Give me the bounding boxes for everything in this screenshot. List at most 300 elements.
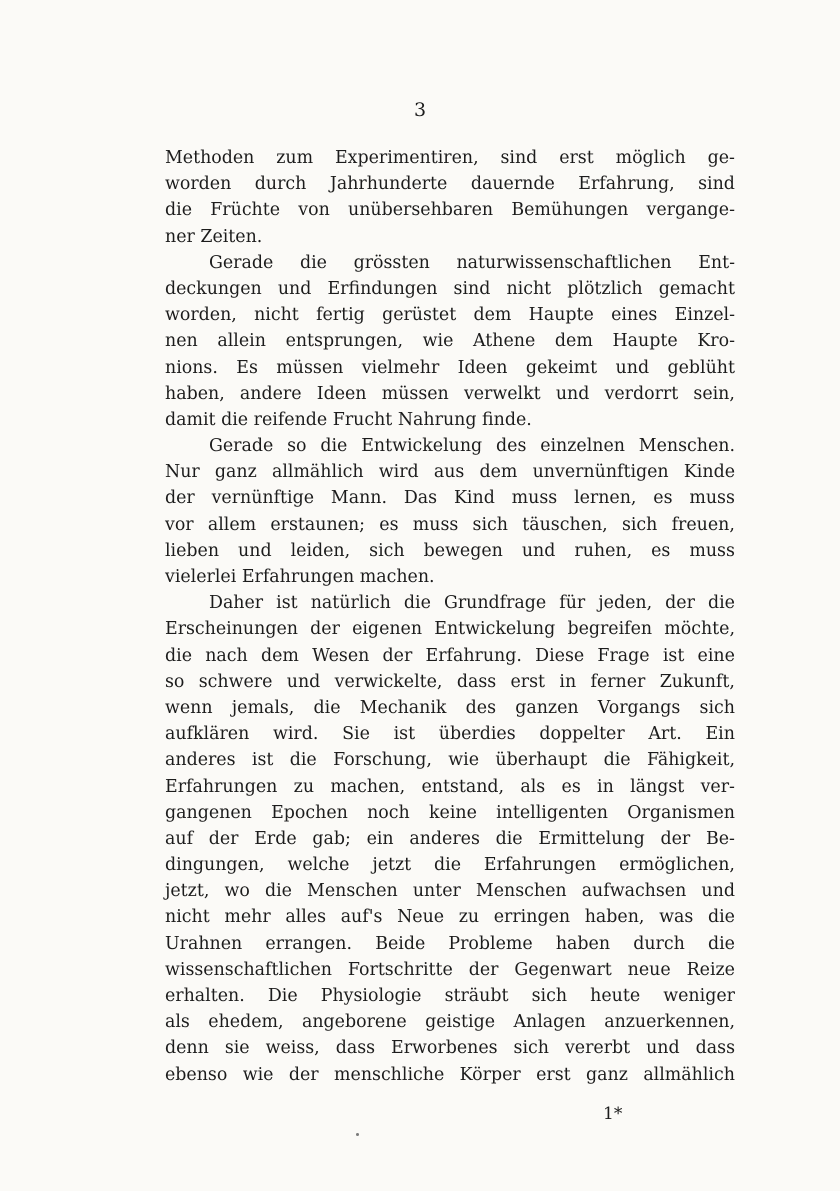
text-line [165,669,735,695]
word: allein [217,331,266,352]
word: sind [453,278,491,299]
word: Mann. [330,488,387,509]
word: wenn [165,697,213,718]
word: was [659,907,694,928]
word: die [434,855,462,876]
word: reifende [253,409,328,430]
word: unter [412,881,461,902]
word: Ideen [316,383,367,404]
word: gangenen [165,802,252,823]
text-line [165,538,735,564]
word: plötzlich [567,278,643,299]
word: vererbt [564,1038,631,1059]
word: längst [630,776,685,797]
text-line [165,485,735,511]
word: und [555,383,590,404]
word: Körper [459,1064,521,1085]
word: neue [627,959,671,980]
text-line [165,145,735,171]
text-line [165,407,735,433]
word: Kind [453,488,495,509]
word: doppelter [539,724,625,745]
word: verwelkt [463,383,541,404]
text-line [165,721,735,747]
word: Ermittelung [538,828,645,849]
word: dem [473,305,512,326]
text-line [165,904,735,930]
word: andere [239,383,302,404]
word: dem [554,331,593,352]
word: die [707,933,735,954]
word: leiden, [290,540,351,561]
word: durch [254,174,307,195]
word: und [615,357,650,378]
word: noch [367,802,410,823]
word: vielmehr [361,357,440,378]
word: dass [695,1038,735,1059]
word: des [496,436,527,457]
word: Erfahrungen [483,855,597,876]
word: Grundfrage [443,593,547,614]
text-line [165,433,735,459]
word: fertig [316,305,365,326]
word: jeden, [598,593,653,614]
word: geblüht [667,357,735,378]
word: Jahrhunderte [329,174,448,195]
body-text [165,145,735,1088]
word: der [665,593,695,614]
text-line [165,957,735,983]
word: ist [662,645,685,666]
word: muss [689,488,735,509]
word: müssen [381,383,449,404]
word: sich [621,514,658,535]
word: die [221,409,249,430]
word: Das [403,488,438,509]
word: so [287,436,307,457]
word: und [521,540,556,561]
word: Erworbenes [391,1038,498,1059]
word: Erfahrungen [165,776,278,797]
word: lernen, [574,488,637,509]
word: ein [366,828,394,849]
word: keine [428,802,477,823]
word: anderes [165,750,236,771]
word: ver- [700,776,735,797]
word: sie [224,1038,250,1059]
text-line [165,852,735,878]
word: deckungen [165,278,262,299]
word: dass [456,671,497,692]
word: überdies [438,724,516,745]
word: Erfahrung, [578,174,675,195]
word: Fähigkeit, [646,750,735,771]
word: ganz [586,1064,628,1085]
word: die [603,750,631,771]
word: Nahrung [397,409,477,430]
word: Probleme [448,933,533,954]
word: anzuerkennen, [604,1012,735,1033]
word: ist [251,750,274,771]
word: Erfahrung. [425,645,522,666]
word: Einzel- [674,305,735,326]
word: die [289,750,317,771]
word: anderes [409,828,480,849]
word: und [286,671,321,692]
word: Epochen [271,802,348,823]
word: Art. [648,724,682,745]
word: nicht [254,305,299,326]
word: wird. [272,724,319,745]
word: erst [536,1064,571,1085]
word: Menschen [307,881,398,902]
word: ge- [707,148,735,168]
word: mehr [224,907,271,928]
word: ist [393,724,416,745]
word: natürlich [310,593,391,614]
word: jetzt, [165,881,210,902]
word: ganz [214,462,257,483]
word: die [707,593,735,614]
text-line [165,931,735,957]
word: als [520,776,546,797]
word: Anlagen [513,1012,586,1033]
word: der [208,828,239,849]
word: sein, [693,383,735,404]
word: Sie [342,724,370,745]
word: erhalten. [165,986,245,1006]
word: allmählich [271,462,364,483]
word: Früchte [210,200,281,221]
word: ruhen, [574,540,633,561]
word: gekeimt [525,357,598,378]
word: Athene [473,331,536,352]
word: wissenschaftlichen [165,959,333,980]
word: die [495,828,523,849]
word: gerüstet [382,305,457,326]
word: begreifen [567,619,653,640]
word: damit [165,409,216,430]
word: ist [276,593,298,614]
page-number: 3 [413,99,427,121]
text-line [165,564,735,590]
word: Diese [535,645,585,666]
word: entstand, [421,776,505,797]
word: Physiologie [320,986,422,1006]
text-line [165,983,735,1009]
word: nicht [506,278,552,299]
word: es [651,540,671,561]
word: nicht [165,907,210,928]
word: auf's [340,907,383,928]
word: die [403,593,431,614]
word: geistige [425,1012,495,1033]
word: welche [287,855,350,876]
signature-mark: 1* [603,1104,623,1124]
text-line [165,512,735,538]
word: möglich [615,148,686,168]
word: unvernünftigen [532,462,669,483]
word: die [320,436,348,457]
word: Be- [705,828,735,849]
word: der [660,828,691,849]
text-line [165,1009,735,1035]
text-line [165,328,735,354]
word: Gerade [209,252,274,273]
word: muss [689,540,735,561]
word: sich [513,1038,549,1059]
text-line [165,1062,735,1088]
word: des [465,697,497,718]
word: Ideen [457,357,508,378]
word: alles [285,907,327,928]
word: die [165,645,192,666]
word: nions. [165,357,218,378]
word: jetzt [372,855,412,876]
word: Frucht [332,409,393,430]
text-line [165,224,735,250]
word: aufwachsen [581,881,687,902]
word: Kinde [683,462,735,483]
word: sich [472,514,508,535]
word: auf [165,828,194,849]
word: und [277,278,312,299]
word: weiss, [265,1038,320,1059]
word: sich [531,986,568,1006]
word: von [298,200,330,221]
word: haben, [165,383,225,404]
word: Mechanik [359,697,447,718]
word: intelligenten [496,802,608,823]
text-line [165,643,735,669]
word: überhaupt [495,750,588,771]
text-line [165,276,735,302]
word: vor [165,514,194,535]
word: Organismen [627,802,735,823]
word: die [299,252,327,273]
text-line [165,774,735,800]
word: lieben [165,540,220,561]
word: Entwickelung [434,619,556,640]
word: wie [242,1064,274,1085]
word: dem [260,645,299,666]
word: sich [369,540,405,561]
word: zu [293,776,315,797]
word: Erfahrungen [241,567,355,587]
word: Experimentiren, [334,148,479,168]
word: Es [236,357,258,378]
word: und [701,881,735,902]
word: Beide [375,933,426,954]
word: Fortschritte [347,959,453,980]
word: erringen [493,907,571,928]
word: erstaunen; [270,514,366,535]
word: erst [510,671,546,692]
word: ner [165,226,195,247]
word: menschliche [334,1064,445,1085]
word: die [707,907,735,928]
word: dass [335,1038,376,1059]
word: Haupte [612,331,678,352]
word: zu [458,907,480,928]
word: Wesen [312,645,370,666]
word: denn [165,1038,209,1059]
word: Kro- [697,331,735,352]
word: Erfindungen [327,278,438,299]
text-line [165,459,735,485]
word: müssen [276,357,344,378]
word: muss [511,488,558,509]
word: machen. [359,567,435,587]
text-line [165,1035,735,1061]
word: ermöglichen, [619,855,735,876]
word: als [165,1012,190,1033]
word: zum [276,148,314,168]
word: Menschen. [638,436,735,457]
word: wie [448,750,480,771]
word: Gegenwart [514,959,612,980]
text-line [165,800,735,826]
word: wird [378,462,419,483]
word: wie [422,331,454,352]
word: eines [611,305,658,326]
word: für [559,593,586,614]
word: der [468,959,499,980]
word: dingungen, [165,855,265,876]
word: Vorgangs [597,697,681,718]
word: Neue [397,907,445,928]
word: der [165,488,195,509]
text-line [165,355,735,381]
word: Erscheinungen [165,619,298,640]
word: ehedem, [208,1012,284,1033]
word: durch [633,933,685,954]
word: gemacht [658,278,735,299]
word: Entwickelung [361,436,483,457]
word: worden [165,174,232,195]
word: möchte, [664,619,735,640]
word: allmählich [643,1064,735,1085]
word: Methoden [165,148,255,168]
word: heute [590,986,641,1006]
word: die [313,697,341,718]
word: Gerade [209,436,274,457]
word: Menschen [475,881,567,902]
word: sind [500,148,538,168]
word: bewegen [423,540,503,561]
word: vergange- [646,200,735,221]
word: Die [267,986,298,1006]
word: in [597,776,614,797]
word: Erde [254,828,297,849]
word: aufklären [165,724,250,745]
text-line [165,302,735,328]
word: in [559,671,577,692]
word: grössten [353,252,430,273]
word: Bemühungen [511,200,629,221]
text-line [165,590,735,616]
word: Zukunft, [659,671,735,692]
word: und [238,540,272,561]
word: einzelnen [540,436,625,457]
word: verwickelte, [334,671,443,692]
word: dem [479,462,518,483]
word: worden, [165,305,237,326]
word: schwere [198,671,273,692]
text-line [165,381,735,407]
word: eine [697,645,735,666]
word: aus [433,462,465,483]
word: sträubt [444,986,509,1006]
word: der [310,619,340,640]
word: jemals, [231,697,295,718]
word: unübersehbaren [348,200,494,221]
word: haben [555,933,611,954]
word: Frage [597,645,650,666]
word: Zeiten. [200,226,263,247]
word: Daher [209,593,264,614]
word: die [165,200,192,221]
word: der [382,645,413,666]
word: es [379,514,399,535]
word: entsprungen, [285,331,403,352]
text-line [165,616,735,642]
word: wo [224,881,250,902]
word: Ein [705,724,735,745]
word: vernünftige [211,488,315,509]
text-line [165,826,735,852]
word: naturwissenschaftlichen [456,252,672,273]
text-line [165,250,735,276]
word: vielerlei [165,567,237,587]
word: machen, [330,776,406,797]
word: Reize [686,959,735,980]
word: sich [699,697,735,718]
word: nach [205,645,248,666]
word: eigenen [352,619,423,640]
word: Nur [165,462,200,483]
word: sind [698,174,735,195]
text-line [165,878,735,904]
word: allem [207,514,257,535]
word: ferner [590,671,646,692]
word: Haupte [528,305,594,326]
word: verdorrt [604,383,679,404]
word: es [561,776,581,797]
word: freuen, [671,514,735,535]
word: Ent- [698,252,735,273]
word: weniger [663,986,735,1006]
word: ganzen [515,697,579,718]
word: erst [559,148,594,168]
word: angeborene [301,1012,407,1033]
word: muss [412,514,459,535]
text-line [165,197,735,223]
word: es [653,488,673,509]
print-speck [356,1133,359,1136]
word: nen [165,331,198,352]
text-line [165,695,735,721]
word: die [264,881,292,902]
text-line [165,171,735,197]
word: und [646,1038,680,1059]
word: so [165,671,185,692]
word: haben, [584,907,645,928]
text-line [165,747,735,773]
word: täuschen, [522,514,608,535]
word: Urahnen [165,933,243,954]
word: Forschung, [333,750,432,771]
